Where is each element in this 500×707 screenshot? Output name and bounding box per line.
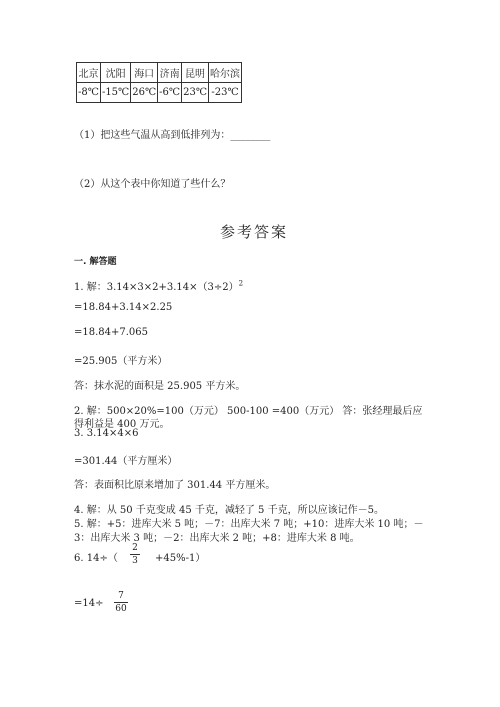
question-1: （1）把这些气温从高到低排列为：________ — [74, 130, 271, 141]
city-cell: 海口 — [131, 63, 158, 83]
answer-5-line-1: 5. 解：+5：进库大米 5 吨；－7：出库大米 7 吨；+10：进库大米 10 吨；－ — [74, 519, 424, 530]
answer-1-line-4: =25.905（平方米） — [74, 356, 168, 367]
answer-3-line-1: 3. 3.14×4×6 — [74, 428, 139, 439]
fraction-denominator: 60 — [115, 604, 127, 614]
answer-5-line-2: 3：出库大米 3 吨；－2：出库大米 2 吨；+8：进库大米 8 吨。 — [74, 533, 360, 544]
answer-1-line-3: =18.84+7.065 — [74, 327, 149, 338]
answer-2-line-2: 得利益是 400 万元。 — [74, 419, 170, 430]
exponent: 2 — [238, 279, 244, 288]
answer-6-prefix: 6. 14÷（ — [74, 553, 118, 564]
temperature-table — [76, 62, 242, 103]
question-2: （2）从这个表中你知道了些什么？ — [74, 179, 231, 190]
answer-4-line-1: 4. 解：从 50 千克变成 45 千克，减轻了 5 千克，所以应该记作－5。 — [74, 505, 384, 516]
answer-1-line-2: =18.84+3.14×2.25 — [74, 302, 173, 313]
fraction-denominator: 3 — [132, 556, 138, 566]
section-heading: 一. 解答题 — [74, 257, 117, 267]
temp-cell: 26℃ — [131, 83, 158, 103]
answer-1-line-1: 1. 解：$3.14\times 3\times 2+3.14\times(3\div 2)^2$ — [74, 279, 244, 293]
table-row-cities — [77, 63, 242, 83]
temp-cell: -23℃ — [209, 83, 242, 103]
city-cell: 沈阳 — [100, 63, 130, 83]
answer-3-line-3: 答：表面积比原来增加了 301.44 平方厘米。 — [74, 480, 276, 491]
city-cell: 北京 — [77, 63, 101, 83]
answer-1-line-5: 答：抹水泥的面积是 25.905 平方米。 — [74, 381, 246, 392]
fraction-numerator: 7 — [118, 591, 124, 601]
answer-6b-prefix: =14÷ — [74, 598, 104, 609]
answer-6-suffix: +45%-1） — [155, 553, 206, 564]
temp-cell: -15℃ — [100, 83, 130, 103]
city-cell: 济南 — [158, 63, 182, 83]
temp-cell: -6℃ — [158, 83, 182, 103]
fraction-seven-sixtieths — [114, 590, 128, 615]
city-cell: 昆明 — [182, 63, 209, 83]
fraction-two-thirds — [130, 542, 140, 567]
table-row-temps — [77, 83, 242, 103]
temp-cell: 23℃ — [182, 83, 209, 103]
city-cell: 哈尔滨 — [209, 63, 242, 83]
answer-2-line-1: 2. 解：500×20%=100（万元） 500-100 =400（万元） 答：张经理最后应 — [74, 406, 423, 417]
temp-cell: -8℃ — [77, 83, 101, 103]
fraction-numerator: 2 — [132, 543, 138, 553]
answer-title: 参考答案 — [220, 223, 289, 241]
answer-3-line-2: =301.44（平方厘米） — [74, 456, 178, 467]
